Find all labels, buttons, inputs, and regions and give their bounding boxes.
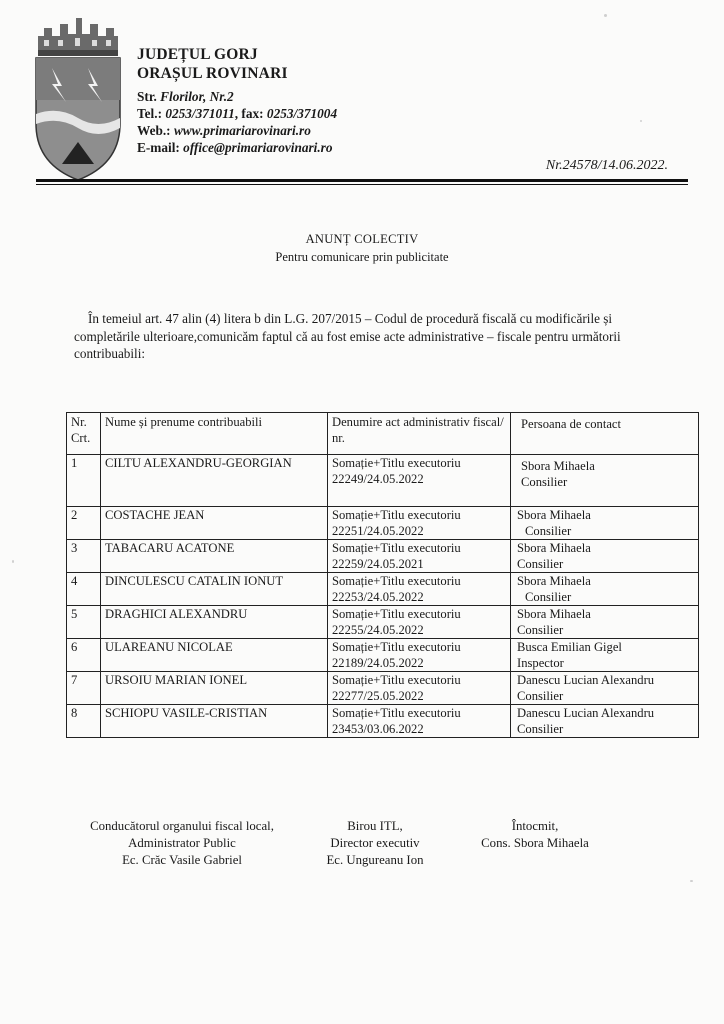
contact-name: Danescu Lucian Alexandru — [517, 673, 655, 687]
row-contact — [511, 573, 699, 606]
row-name: DRAGHICI ALEXANDRU — [101, 606, 328, 639]
act-type: Somație+Titlu executoriu — [332, 541, 461, 555]
row-name: DINCULESCU CATALIN IONUT — [101, 573, 328, 606]
email-line — [137, 139, 333, 156]
contact-role: Consilier — [517, 688, 564, 703]
row-act — [328, 507, 511, 540]
contact-role: Consilier — [517, 622, 564, 637]
address-value: Florilor, Nr.2 — [160, 89, 234, 104]
row-name: TABACARU ACATONE — [101, 540, 328, 573]
row-name: CILTU ALEXANDRU-GEORGIAN — [101, 455, 328, 507]
contact-name: Busca Emilian Gigel — [517, 640, 622, 654]
row-name: SCHIOPU VASILE-CRISTIAN — [101, 705, 328, 738]
town-name: ORAȘUL ROVINARI — [137, 65, 288, 82]
act-type: Somație+Titlu executoriu — [332, 673, 461, 687]
table-row — [67, 705, 699, 738]
contact-role: Consilier — [517, 721, 564, 736]
row-nr: 3 — [67, 540, 101, 573]
table-row — [67, 573, 699, 606]
act-number: 23453/03.06.2022 — [332, 721, 424, 736]
document-number: Nr.24578/14.06.2022. — [545, 158, 668, 173]
row-act — [328, 639, 511, 672]
contact-role: Consilier — [517, 556, 564, 571]
table-row — [67, 540, 699, 573]
row-name: COSTACHE JEAN — [101, 507, 328, 540]
act-number: 22249/24.05.2022 — [332, 471, 424, 486]
tel-value: 0253/371011 — [165, 106, 235, 121]
signature-name: Ec. Ungureanu Ion — [326, 853, 424, 867]
contact-name: Danescu Lucian Alexandru — [517, 706, 655, 720]
row-nr: 7 — [67, 672, 101, 705]
row-contact — [511, 455, 699, 507]
signature-position: Cons. Sbora Mihaela — [481, 836, 589, 850]
coat-of-arms-icon — [32, 14, 122, 184]
row-name: ULAREANU NICOLAE — [101, 639, 328, 672]
contact-role: Consilier — [521, 474, 568, 489]
act-number: 22277/25.05.2022 — [332, 688, 424, 703]
signature-position: Director executiv — [330, 836, 420, 850]
table-row — [67, 639, 699, 672]
row-act — [328, 705, 511, 738]
header-contact: Persoana de contact — [511, 413, 699, 455]
address-label: Str. — [137, 89, 161, 104]
table-header-row — [67, 413, 699, 455]
header-act: Denumire act administrativ fiscal/ nr. — [328, 413, 511, 455]
row-nr: 5 — [67, 606, 101, 639]
web-link[interactable]: www.primariarovinari.ro — [173, 123, 311, 138]
row-contact — [511, 540, 699, 573]
row-nr: 1 — [67, 455, 101, 507]
row-contact — [511, 639, 699, 672]
act-number: 22251/24.05.2022 — [332, 523, 424, 538]
taxpayers-table — [66, 412, 699, 738]
act-type: Somație+Titlu executoriu — [332, 508, 461, 522]
county-name: JUDEȚUL GORJ — [137, 46, 258, 63]
table-row — [67, 507, 699, 540]
act-number: 22255/24.05.2022 — [332, 622, 424, 637]
phone-line — [137, 105, 337, 122]
document-subtitle: Pentru comunicare prin publicitate — [275, 250, 449, 264]
row-act — [328, 573, 511, 606]
address-line — [137, 88, 234, 105]
fax-label: , fax: — [234, 106, 267, 121]
signature-block-itl — [300, 818, 450, 869]
document-title: ANUNȚ COLECTIV — [305, 232, 419, 246]
row-nr: 6 — [67, 639, 101, 672]
signature-position: Administrator Public — [128, 836, 236, 850]
contact-role: Inspector — [517, 655, 564, 670]
signature-title: Conducătorul organului fiscal local, — [90, 819, 274, 833]
row-contact — [511, 705, 699, 738]
web-line — [137, 122, 311, 139]
signature-block-fiscal-head — [62, 818, 302, 869]
contact-name: Sbora Mihaela — [517, 508, 591, 522]
email-link[interactable]: office@primariarovinari.ro — [183, 140, 333, 155]
signature-block-prepared-by — [460, 818, 610, 852]
act-type: Somație+Titlu executoriu — [332, 640, 461, 654]
header-divider-thin — [36, 184, 688, 185]
header-divider-thick — [36, 179, 688, 182]
contact-role: Consilier — [525, 523, 572, 538]
signature-title: Întocmit, — [511, 819, 559, 833]
email-label: E-mail: — [137, 140, 184, 155]
fax-value: 0253/371004 — [266, 106, 338, 121]
row-nr: 4 — [67, 573, 101, 606]
row-act — [328, 672, 511, 705]
act-type: Somație+Titlu executoriu — [332, 456, 461, 470]
signature-name: Ec. Crăc Vasile Gabriel — [122, 853, 242, 867]
row-contact — [511, 606, 699, 639]
row-act — [328, 606, 511, 639]
row-contact — [511, 672, 699, 705]
row-nr: 8 — [67, 705, 101, 738]
intro-paragraph: În temeiul art. 47 alin (4) litera b din L.G. 207/2015 – Codul de procedură fiscală cu modificările și completările ulterioare,comunicăm faptul că au fost emise acte administrative – fiscale pentru următorii contribuabili: — [74, 311, 621, 361]
table-row — [67, 455, 699, 507]
act-number: 22259/24.05.2021 — [332, 556, 424, 571]
act-number: 22189/24.05.2022 — [332, 655, 424, 670]
act-number: 22253/24.05.2022 — [332, 589, 424, 604]
table-row — [67, 672, 699, 705]
header-nr: Nr. Crt. — [67, 413, 101, 455]
table-row — [67, 606, 699, 639]
signature-title: Birou ITL, — [347, 819, 403, 833]
row-act — [328, 455, 511, 507]
contact-name: Sbora Mihaela — [521, 459, 595, 473]
act-type: Somație+Titlu executoriu — [332, 574, 461, 588]
tel-label: Tel.: — [137, 106, 166, 121]
web-label: Web.: — [137, 123, 174, 138]
contact-name: Sbora Mihaela — [517, 574, 591, 588]
act-type: Somație+Titlu executoriu — [332, 607, 461, 621]
row-name: URSOIU MARIAN IONEL — [101, 672, 328, 705]
row-contact — [511, 507, 699, 540]
row-nr: 2 — [67, 507, 101, 540]
header-name: Nume și prenume contribuabili — [101, 413, 328, 455]
contact-name: Sbora Mihaela — [517, 541, 591, 555]
act-type: Somație+Titlu executoriu — [332, 706, 461, 720]
contact-role: Consilier — [525, 589, 572, 604]
row-act — [328, 540, 511, 573]
contact-name: Sbora Mihaela — [517, 607, 591, 621]
